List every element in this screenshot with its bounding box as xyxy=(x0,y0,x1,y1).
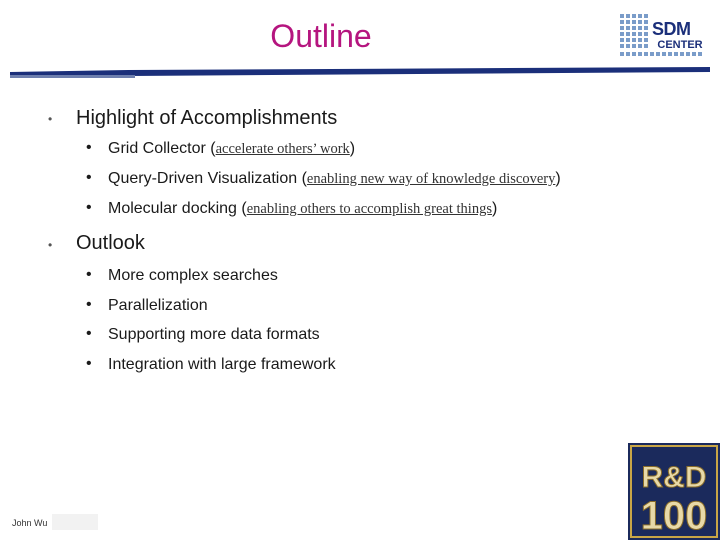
award-text-100: 100 xyxy=(640,494,708,538)
item-detail: accelerate others’ work xyxy=(215,141,350,157)
item-detail: enabling new way of knowledge discovery xyxy=(306,171,556,187)
item-main: Query-Driven Visualization xyxy=(108,170,298,187)
bullet-dot: • xyxy=(86,325,92,342)
logo-text-center: CENTER xyxy=(657,39,703,51)
item-main: Molecular docking xyxy=(108,200,237,217)
bullet-dot: • xyxy=(86,199,92,216)
list-item: Integration with large framework xyxy=(108,356,336,373)
list-item: More complex searches xyxy=(108,267,278,284)
list-item: Parallelization xyxy=(108,297,208,314)
slide-title: Outline xyxy=(270,18,372,54)
item-main: Grid Collector xyxy=(108,140,206,157)
award-text-rd: R&D xyxy=(641,461,707,494)
bullet-dot: • xyxy=(86,355,92,372)
logo-text-sdm: SDM xyxy=(652,19,691,39)
footer-placeholder xyxy=(52,514,98,530)
section-heading-outlook: Outlook xyxy=(76,232,145,254)
list-item: Molecular docking (enabling others to accomplish great things) xyxy=(108,200,498,217)
rd100-award-logo xyxy=(628,443,720,540)
title-underline xyxy=(10,66,712,80)
bullet-dot: • xyxy=(86,296,92,313)
bullet-dot: • xyxy=(86,169,92,186)
bullet-dot: • xyxy=(48,238,53,252)
list-item: Query-Driven Visualization (enabling new way of knowledge discovery) xyxy=(108,170,561,187)
list-item: Supporting more data formats xyxy=(108,326,320,343)
bullet-dot: • xyxy=(48,112,53,126)
footer-author: John Wu xyxy=(12,518,48,528)
item-detail: enabling others to accomplish great things xyxy=(246,201,492,217)
bullet-dot: • xyxy=(86,139,92,156)
section-heading-accomplishments: Highlight of Accomplishments xyxy=(76,107,338,129)
list-item: Grid Collector (accelerate others’ work) xyxy=(108,140,356,157)
bullet-dot: • xyxy=(86,266,92,283)
